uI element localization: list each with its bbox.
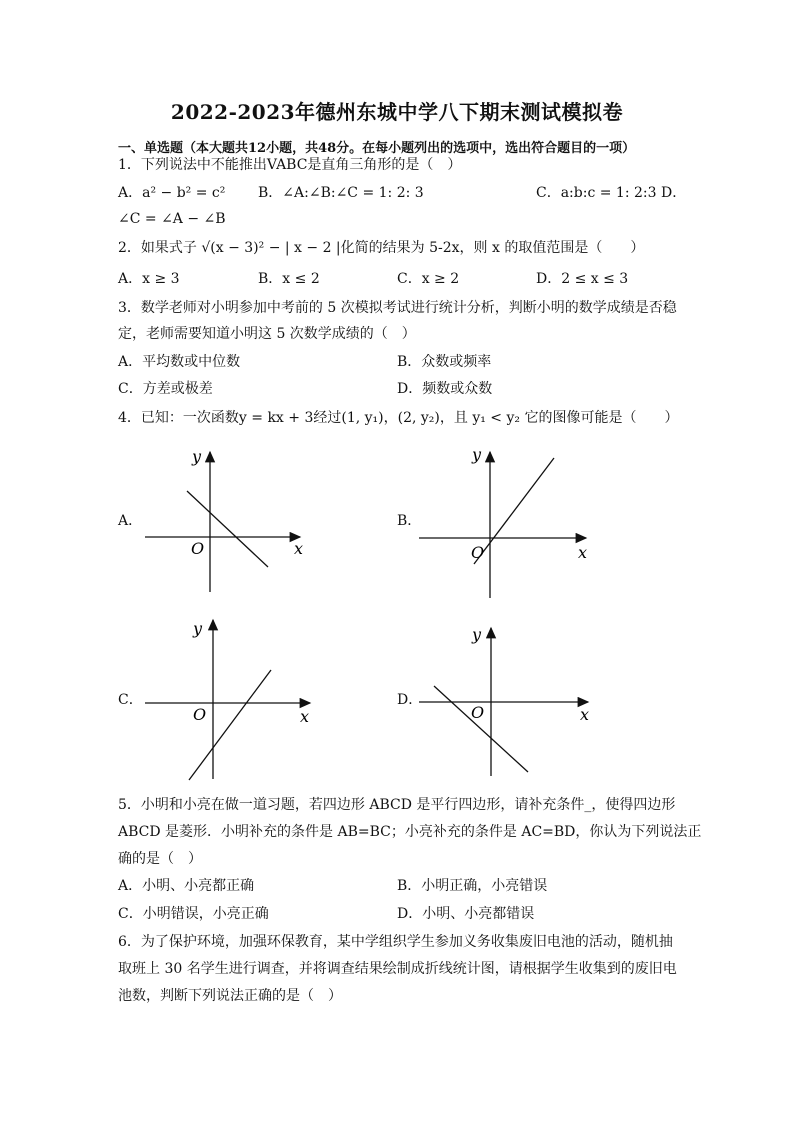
graph-b-label: B． [397, 513, 422, 529]
question-3-option-a: A．平均数或中位数 [118, 354, 241, 370]
question-1-option-c: C．a:b:c = 1: 2:3 D． [536, 185, 687, 201]
function-line [434, 686, 528, 772]
question-3-option-b: B．众数或频率 [397, 354, 492, 370]
question-5-option-a: A．小明、小亮都正确 [118, 878, 255, 894]
question-2-option-d: D．2 ≤ x ≤ 3 [536, 271, 629, 287]
question-2-option-a: A．x ≥ 3 [118, 271, 180, 287]
graph-d-label: D． [397, 692, 423, 708]
origin-label: O [471, 703, 485, 722]
question-5-stem-line3: 确的是（ ） [118, 851, 202, 867]
graph-d [414, 622, 596, 778]
question-5-option-b: B．小明正确，小亮错误 [397, 878, 548, 894]
graph-a-label: A． [118, 513, 143, 529]
question-5-option-d: D．小明、小亮都错误 [397, 906, 535, 922]
question-4-stem: 4．已知：一次函数y = kx + 3经过(1, y₁)，(2, y₂)，且 y₁ < y₂ 它的图像可能是（ ） [118, 410, 679, 426]
function-line [474, 458, 554, 564]
origin-label: O [471, 543, 485, 562]
question-5-stem-line1: 5．小明和小亮在做一道习题，若四边形 ABCD 是平行四边形，请补充条件_，使得四边形 [118, 797, 676, 813]
question-6-stem-line3: 池数，判断下列说法正确的是（ ） [118, 988, 342, 1004]
question-3-option-c: C．方差或极差 [118, 381, 213, 397]
question-5-option-c: C．小明错误，小亮正确 [118, 906, 269, 922]
y-axis-label: y [472, 446, 482, 464]
question-5-stem-line2: ABCD 是菱形．小明补充的条件是 AB=BC；小亮补充的条件是 AC=BD，你认为下列说法正 [118, 824, 702, 840]
x-axis-label: x [294, 539, 304, 558]
question-6-stem-line2: 取班上 30 名学生进行调查，并将调查结果绘制成折线统计图，请根据学生收集到的废旧电 [118, 961, 677, 977]
question-2-option-c: C．x ≥ 2 [397, 271, 460, 287]
question-2-option-b: B．x ≤ 2 [258, 271, 320, 287]
question-2-stem: 2．如果式子 √(x − 3)² − | x − 2 |化简的结果为 5-2x，则 x 的取值范围是（ ） [118, 240, 645, 256]
graph-a [140, 446, 320, 596]
y-axis-label: y [472, 625, 482, 644]
question-1-option-d: ∠C = ∠A − ∠B [118, 211, 226, 227]
graph-b [414, 446, 594, 600]
question-3-option-d: D．频数或众数 [397, 381, 493, 397]
question-1-option-b: B．∠A:∠B:∠C = 1: 2: 3 [258, 185, 424, 201]
y-axis-label: y [192, 447, 202, 466]
x-axis-label: x [580, 705, 590, 724]
x-axis-label: x [578, 543, 588, 562]
origin-label: O [193, 705, 207, 724]
graph-c-label: C． [118, 692, 143, 708]
section-heading: 一、单选题（本大题共12小题，共48分。在每小题列出的选项中，选出符合题目的一项） [118, 141, 636, 156]
page-title: 2022-2023年德州东城中学八下期末测试模拟卷 [170, 100, 624, 124]
question-1-option-a: A．a² − b² = c² [118, 185, 226, 201]
origin-label: O [191, 539, 205, 558]
graph-c [140, 614, 320, 782]
question-1-stem: 1．下列说法中不能推出VABC是直角三角形的是（ ） [118, 157, 462, 173]
x-axis-label: x [300, 707, 310, 726]
question-3-stem-line1: 3．数学老师对小明参加中考前的 5 次模拟考试进行统计分析，判断小明的数学成绩是否稳 [118, 300, 677, 316]
question-3-stem-line2: 定，老师需要知道小明这 5 次数学成绩的（ ） [118, 326, 416, 342]
y-axis-label: y [193, 619, 203, 638]
question-6-stem-line1: 6．为了保护环境，加强环保教育，某中学组织学生参加义务收集废旧电池的活动，随机抽 [118, 934, 673, 950]
function-line [189, 670, 271, 780]
